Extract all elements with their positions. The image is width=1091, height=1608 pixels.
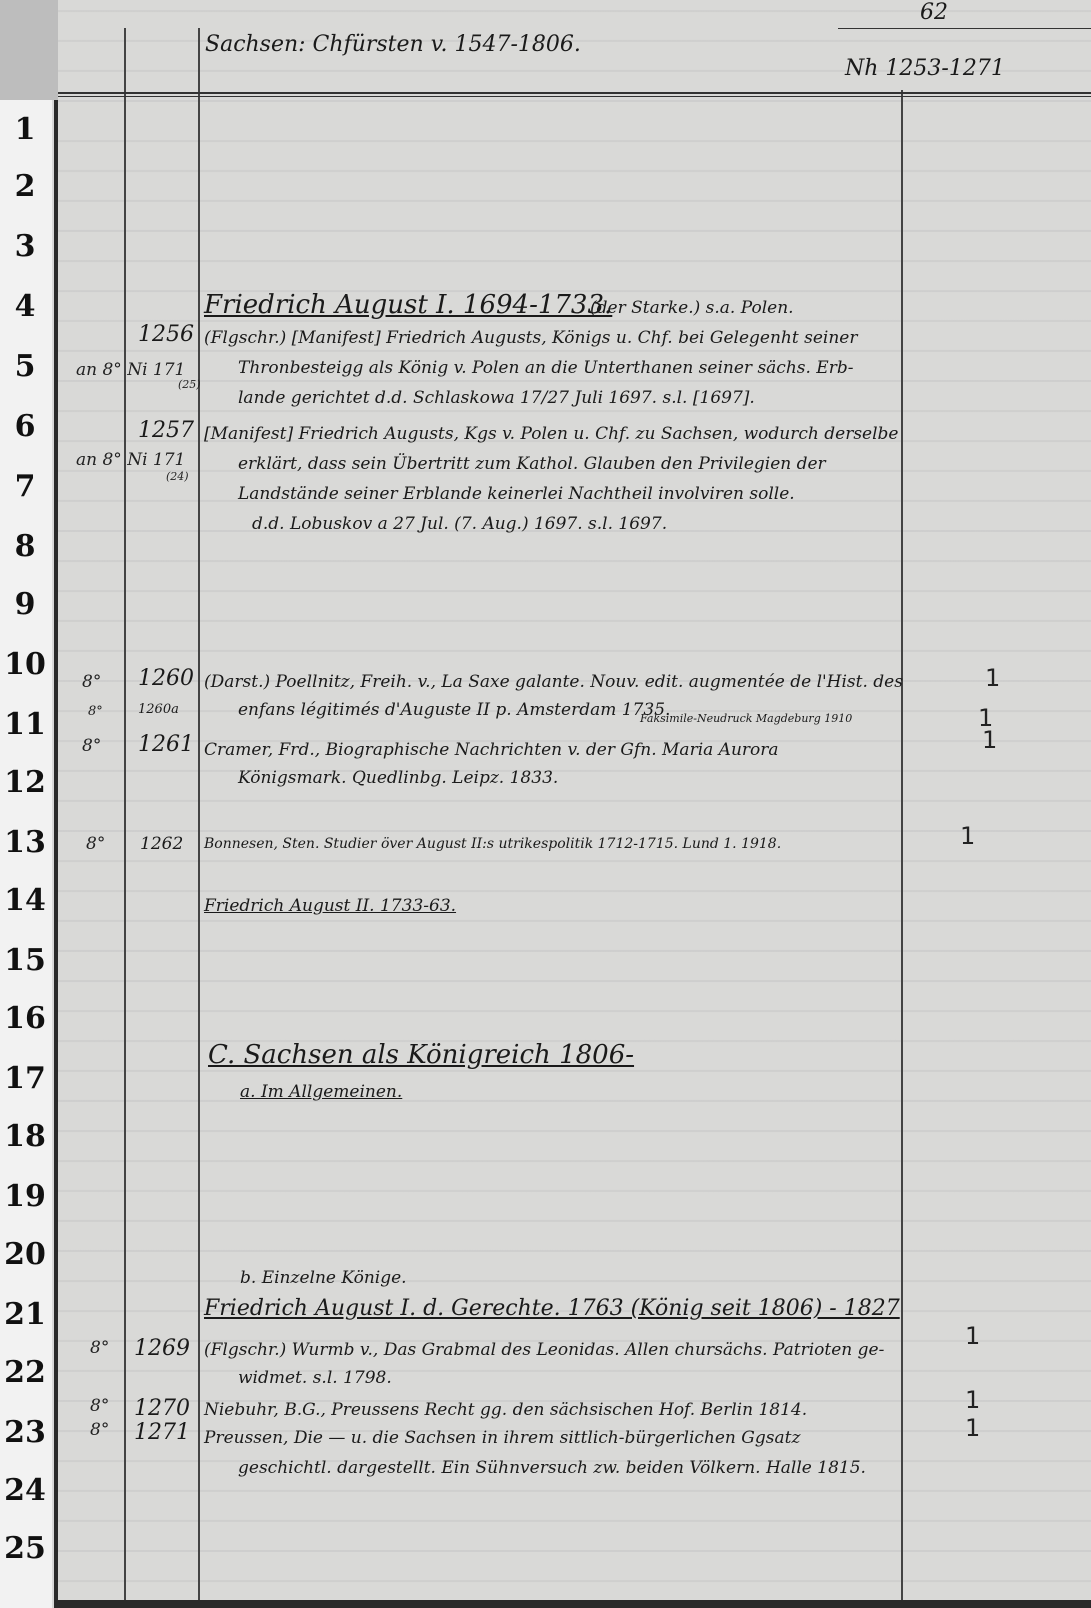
copy-count: 1 [965,1322,981,1350]
row-number: 11 [4,707,46,742]
page-title: Sachsen: Chfürsten v. 1547-1806. [205,32,581,57]
entry-line: Cramer, Frd., Biographische Nachrichten v. der Gfn. Maria Aurora [204,740,779,760]
page-number: 62 [920,0,948,25]
row-number: 10 [4,647,46,682]
row-number: 6 [14,409,36,444]
entry-line: [Manifest] Friedrich Augusts, Kgs v. Polen u. Chf. zu Sachsen, wodurch derselbe [204,424,899,444]
column-rule-count [901,90,903,1600]
entry-line: Königsmark. Quedlinbg. Leipz. 1833. [238,768,559,788]
entry-number: 1260 [138,666,194,691]
copy-count: 1 [965,1414,981,1442]
row-number: 3 [14,229,36,264]
row-number: 4 [14,289,36,324]
header-rule-2 [58,96,1091,97]
entry-number: 1270 [134,1396,190,1421]
entry-line: Bonnesen, Sten. Studier över August II:s utrikespolitik 1712-1715. Lund 1. 1918. [204,836,782,852]
entry-line: (Flgschr.) Wurmb v., Das Grabmal des Leonidas. Allen chursächs. Patrioten ge- [204,1340,885,1360]
row-number: 20 [4,1237,46,1272]
row-number: 18 [4,1119,46,1154]
page-number-rule [838,28,1091,29]
copy-count: 1 [985,664,1001,692]
row-number: 2 [14,169,36,204]
row-number: 17 [4,1061,46,1096]
subsection-general: a. Im Allgemeinen. [240,1082,403,1102]
column-rule-margin [124,28,126,1600]
section-heading-fa-just: Friedrich August I. d. Gerechte. 1763 (König seit 1806) - 1827 [204,1296,900,1321]
format-mark: 8° [90,1396,110,1416]
entry-line: Landstände seiner Erblande keinerlei Nachtheil involviren solle. [238,484,795,504]
shelf-sub: (24) [166,470,189,483]
shelfmark-range: Nh 1253-1271 [845,56,1005,81]
entry-line: Niebuhr, B.G., Preussens Recht gg. den sächsischen Hof. Berlin 1814. [204,1400,808,1420]
section-heading-fa2: Friedrich August II. 1733-63. [204,896,457,916]
entry-line: lande gerichtet d.d. Schlaskowa 17/27 Juli 1697. s.l. [1697]. [238,388,755,408]
entry-line: Thronbesteigg als König v. Polen an die Unterthanen seiner sächs. Erb- [238,358,854,378]
entry-line: Preussen, Die — u. die Sachsen in ihrem sittlich-bürgerlichen Ggsatz [204,1428,801,1448]
row-number: 13 [4,825,46,860]
copy-count: 1 [982,726,998,754]
format-mark: 8° [82,736,102,756]
format-mark: 8° [90,1420,110,1440]
format-mark: 8° [90,1338,110,1358]
gutter-header-block [0,0,58,100]
row-number: 14 [4,883,46,918]
shelf-mark: an 8° Ni 171 [76,450,186,470]
shelf-sub: (25) [178,378,201,391]
entry-line: d.d. Lobuskov a 27 Jul. (7. Aug.) 1697. s.l. 1697. [252,514,668,534]
header-rule [58,92,1091,94]
column-rule-number [198,28,200,1600]
entry-line: (Flgschr.) [Manifest] Friedrich Augusts, Königs u. Chf. bei Gelegenht seiner [204,328,858,348]
entry-number: 1261 [138,732,194,757]
section-heading-kingdom: C. Sachsen als Königreich 1806- [208,1040,635,1070]
entry-line: geschichtl. dargestellt. Ein Sühnversuch zw. beiden Völkern. Halle 1815. [238,1458,866,1478]
row-number: 1 [14,112,36,147]
row-number: 5 [14,349,36,384]
format-mark: 8° [86,834,106,854]
row-number: 22 [4,1355,46,1390]
entry-number: 1260a [138,702,179,717]
entry-number: 1257 [138,418,194,443]
row-number: 8 [14,529,36,564]
row-number: 16 [4,1001,46,1036]
copy-count: 1 [978,704,994,732]
entry-line: (Darst.) Poellnitz, Freih. v., La Saxe galante. Nouv. edit. augmentée de l'Hist. des [204,672,903,692]
subsection-kings: b. Einzelne Könige. [240,1268,407,1288]
section-heading-fa1: Friedrich August I. 1694-1733. [204,290,613,320]
copy-count: 1 [960,822,976,850]
copy-count: 1 [965,1386,981,1414]
entry-line: Faksimile-Neudruck Magdeburg 1910 [640,712,853,725]
entry-number: 1271 [134,1420,190,1445]
ledger-page [58,0,1091,1600]
format-mark: 8° [82,672,102,692]
entry-number: 1262 [140,834,184,854]
entry-number: 1256 [138,322,194,347]
entry-number: 1269 [134,1336,190,1361]
row-number: 21 [4,1297,46,1332]
entry-line: enfans légitimés d'Auguste II p. Amsterdam 1735. [238,700,671,720]
row-number: 25 [4,1531,46,1566]
entry-line: erklärt, dass sein Übertritt zum Kathol. Glauben den Privilegien der [238,454,826,474]
row-number: 7 [14,469,36,504]
row-number: 24 [4,1473,46,1508]
entry-line: widmet. s.l. 1798. [238,1368,392,1388]
row-number: 19 [4,1179,46,1214]
row-number: 15 [4,943,46,978]
row-number: 23 [4,1415,46,1450]
row-number: 12 [4,765,46,800]
row-number: 9 [14,587,36,622]
format-mark: 8° [88,704,103,719]
section-note-fa1: (der Starke.) s.a. Polen. [590,298,794,318]
shelf-mark: an 8° Ni 171 [76,360,186,380]
